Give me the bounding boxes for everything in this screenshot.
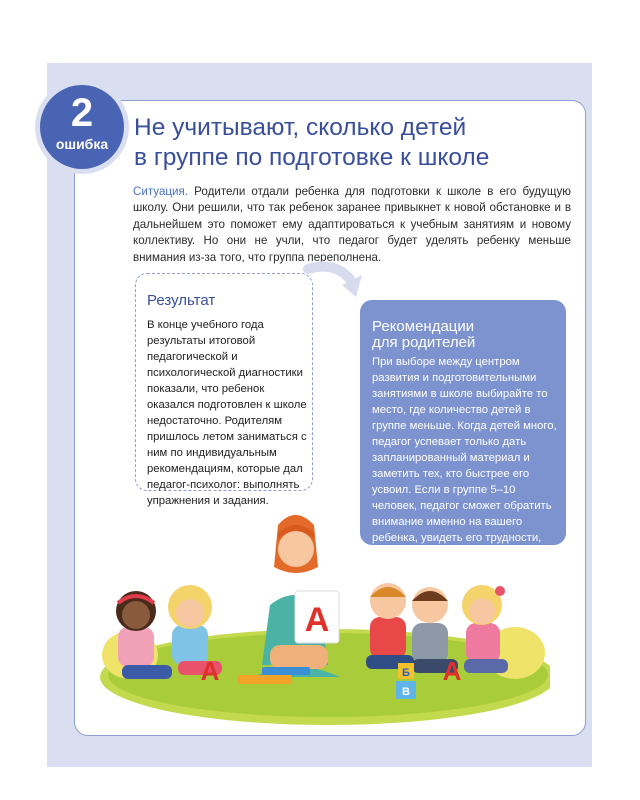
result-text: В конце учебного года результаты итоговой педагогической и психологической диагностики показали, что ребенок оказался подготовлен к школе недостаточно. Родителям пришлось летом заниматься с ним по индивидуальным рекомендациям, которые дал педагог-психолог: выполнять упражнения и задания. <box>147 319 307 507</box>
recommendations-title-line-2: для родителей <box>372 334 476 351</box>
recommendations-title-line-1: Рекомендации <box>372 318 475 335</box>
block-bottom-letter: В <box>402 686 410 698</box>
badge-label: ошибка <box>55 136 109 152</box>
title-line-1: Не учитывают, сколько детей <box>134 114 467 141</box>
badge-number: 2 <box>70 91 94 135</box>
letter-a-left: А <box>200 656 220 686</box>
recommendations-title <box>372 319 562 351</box>
child-figure-5 <box>462 585 508 673</box>
recommendations-text: При выборе между центром развития и подготовительными занятиями в школе выбирайте то место, где количество детей в группе меньше. Когда детей много, педагог успевает только дать запланированный материал и заметить тех, кто быстрее его усвоил. Если в группе 5–10 человек, педагог сможет обратить внимание именно на вашего ребенка, увидеть его трудности, использовать индивидуальный подход. <box>372 356 557 576</box>
page-title <box>134 113 554 173</box>
letter-a-right: А <box>442 656 462 686</box>
block-top-letter: Б <box>402 667 410 679</box>
child-figure-3 <box>366 583 414 669</box>
letter-card-teacher-text: А <box>304 601 330 639</box>
situation-text: Родители отдали ребенка для подготовки к школе в его будущую школу. Они решили, что так ребенок заранее привыкнет к новой обстановке и в дальнейшем это поможет ему адаптироваться к учебным занятиям и новому коллективу. Но они не учли, что педагог будет уделять ребенку меньше внимания из-за того, что группа переполнена. <box>133 185 571 264</box>
mistake-badge <box>40 85 124 169</box>
result-title: Результат <box>147 292 216 309</box>
curved-arrow-icon <box>300 255 370 305</box>
situation-lead: Ситуация. <box>133 185 189 198</box>
situation-paragraph <box>133 184 571 266</box>
book-2 <box>262 667 310 675</box>
child-figure-1 <box>116 591 172 679</box>
title-line-2: в группе по подготовке к школе <box>134 144 490 171</box>
book-1 <box>238 675 292 684</box>
children-illustration <box>90 505 550 730</box>
